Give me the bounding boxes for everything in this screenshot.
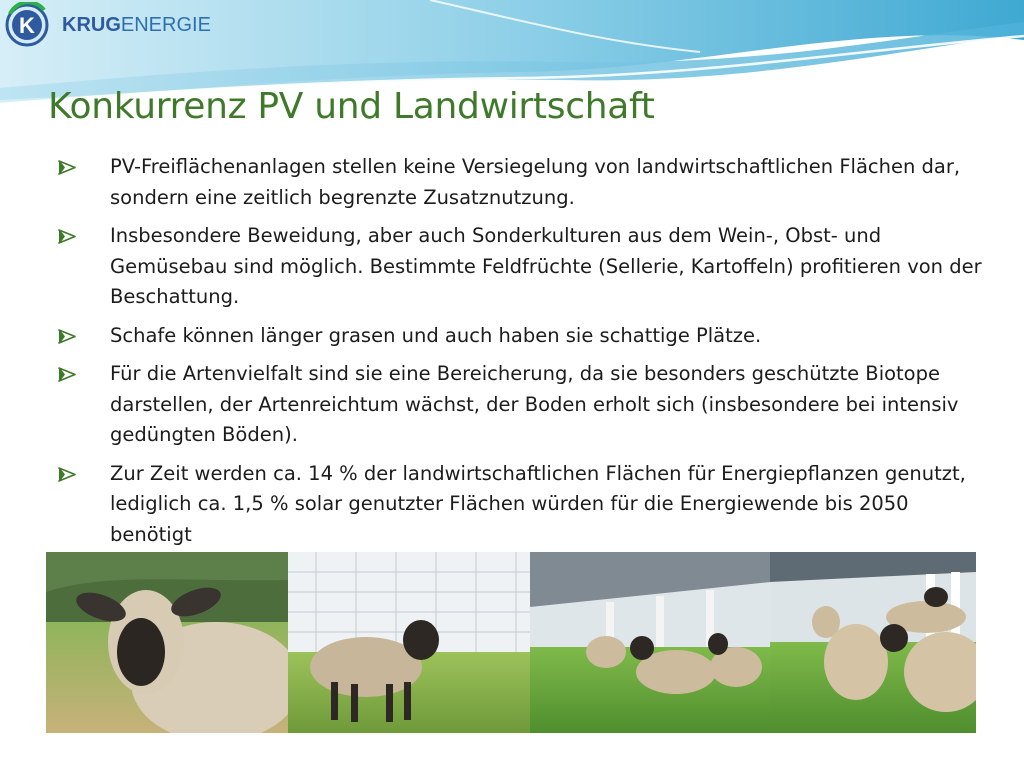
brand-name-part2: ENERGIE [120,14,211,36]
bullet-arrow-icon [58,367,76,382]
photo-sheep-fence [288,552,530,733]
photo-sheep-pv-panels [530,552,770,733]
bullet-item [56,152,986,213]
bullet-item [56,321,986,352]
bullet-list [56,152,986,558]
sheep-photo-strip [46,552,976,733]
bullet-text: Für die Artenvielfalt sind sie eine Bereicherung, da sie besonders geschützte Biotope darstellen, der Artenreichtum wächst, der Boden erholt sich (insbesondere bei intensiv gedüngten Böden). [110,362,959,446]
bullet-item [56,221,986,313]
page-title: Konkurrenz PV und Landwirtschaft [48,86,655,127]
bullet-text: Zur Zeit werden ca. 14 % der landwirtschaftlichen Flächen für Energiepflanzen genutzt, lediglich ca. 1,5 % solar genutzter Flächen würden für die Energiewende bis 2050 benötigt [110,461,966,546]
bullet-text: Schafe können länger grasen und auch haben sie schattige Plätze. [110,323,762,347]
bullet-item [56,459,986,551]
bullet-arrow-icon [58,329,76,344]
bullet-item [56,359,986,451]
bullet-text: Insbesondere Beweidung, aber auch Sonderkulturen aus dem Wein-, Obst- und Gemüsebau sind möglich. Bestimmte Feldfrüchte (Sellerie, Kartoffeln) profitieren von der Beschattung. [110,224,982,308]
photo-sheep-closeup [46,552,301,733]
brand-name-part1: KRUG [62,14,121,36]
brand-name [62,14,211,37]
bullet-arrow-icon [58,229,76,244]
photo-sheep-group [770,552,976,733]
bullet-arrow-icon [58,467,76,482]
logo-icon [4,2,54,48]
bullet-text: PV-Freiflächenanlagen stellen keine Versiegelung von landwirtschaftlichen Flächen dar, sondern eine zeitlich begrenzte Zusatznutzung. [110,155,961,209]
bullet-arrow-icon [58,160,76,175]
logo-letter: K [19,13,35,38]
